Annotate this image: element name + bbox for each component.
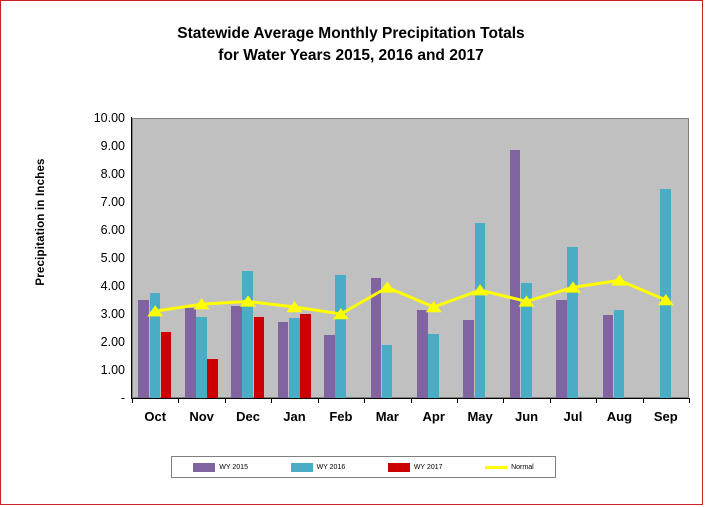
x-axis-tick-label: Jul <box>563 409 583 424</box>
y-axis-tick-label: - <box>120 391 125 405</box>
y-axis-tick-labels <box>63 111 125 405</box>
x-axis-tickmark <box>271 398 272 403</box>
y-axis-tick-label: 7.00 <box>100 195 125 209</box>
x-axis-tick-label: May <box>467 409 493 424</box>
legend-item <box>388 463 443 472</box>
x-axis-tickmark <box>364 398 365 403</box>
x-axis-tickmark <box>596 398 597 403</box>
x-axis-tick-label: Aug <box>606 409 633 424</box>
x-axis-tickmark <box>689 398 690 403</box>
x-axis-tick-label: Dec <box>236 409 260 424</box>
x-axis-tick-label: Sep <box>653 409 678 424</box>
y-axis-tick-label: 2.00 <box>100 335 125 349</box>
chart-title-line-2: for Water Years 2015, 2016 and 2017 <box>218 47 484 65</box>
normal-line-series <box>132 118 689 398</box>
legend-label: WY 2016 <box>316 463 346 471</box>
legend-item <box>193 463 248 472</box>
y-axis-tick-label: 10.00 <box>93 111 125 125</box>
y-axis-tick-label: 5.00 <box>100 251 125 265</box>
y-axis-tick-label: 3.00 <box>100 307 125 321</box>
y-axis-tick-label: 6.00 <box>100 223 125 237</box>
x-axis-tick-label: Feb <box>329 409 353 424</box>
x-axis-tick-label: Jan <box>283 409 306 424</box>
x-axis-tickmark <box>411 398 412 403</box>
x-axis-tickmark <box>643 398 644 403</box>
normal-line-marker <box>426 301 442 312</box>
normal-line-marker <box>379 281 395 292</box>
x-axis-tick-label: Nov <box>189 409 214 424</box>
x-axis-tick-label: Jun <box>514 409 539 424</box>
x-axis-tickmark <box>550 398 551 403</box>
legend-swatch <box>485 466 507 469</box>
y-axis-tick-label: 4.00 <box>100 279 125 293</box>
y-axis-tick-label: 9.00 <box>100 139 125 153</box>
x-axis-tick-label: Apr <box>422 409 445 424</box>
normal-line-marker <box>658 294 674 305</box>
legend-label: Normal <box>511 463 534 471</box>
x-axis-tickmark <box>225 398 226 403</box>
legend-item <box>291 463 346 472</box>
x-axis-tickmark <box>457 398 458 403</box>
chart-title <box>61 23 641 68</box>
legend-swatch <box>388 463 410 472</box>
x-axis-tick-label: Oct <box>144 409 167 424</box>
legend-swatch <box>291 463 313 472</box>
y-axis-tick-label: 1.00 <box>100 363 125 377</box>
x-axis-tickmark <box>503 398 504 403</box>
legend-item <box>485 464 534 471</box>
x-axis-tickmark <box>132 398 133 403</box>
legend-label: WY 2015 <box>219 463 248 471</box>
normal-line-path <box>155 280 666 314</box>
x-axis-tickmark <box>318 398 319 403</box>
y-axis-tick-label: 8.00 <box>100 167 125 181</box>
normal-line-marker <box>472 284 488 295</box>
chart-legend <box>171 456 556 478</box>
x-axis-tickmark <box>178 398 179 403</box>
x-axis-tick-label: Mar <box>375 409 399 424</box>
legend-swatch <box>193 463 215 472</box>
y-axis-label: Precipitation in Inches <box>35 158 47 286</box>
chart-title-line-1: Statewide Average Monthly Precipitation Totals <box>177 25 525 42</box>
legend-label: WY 2017 <box>413 463 443 471</box>
